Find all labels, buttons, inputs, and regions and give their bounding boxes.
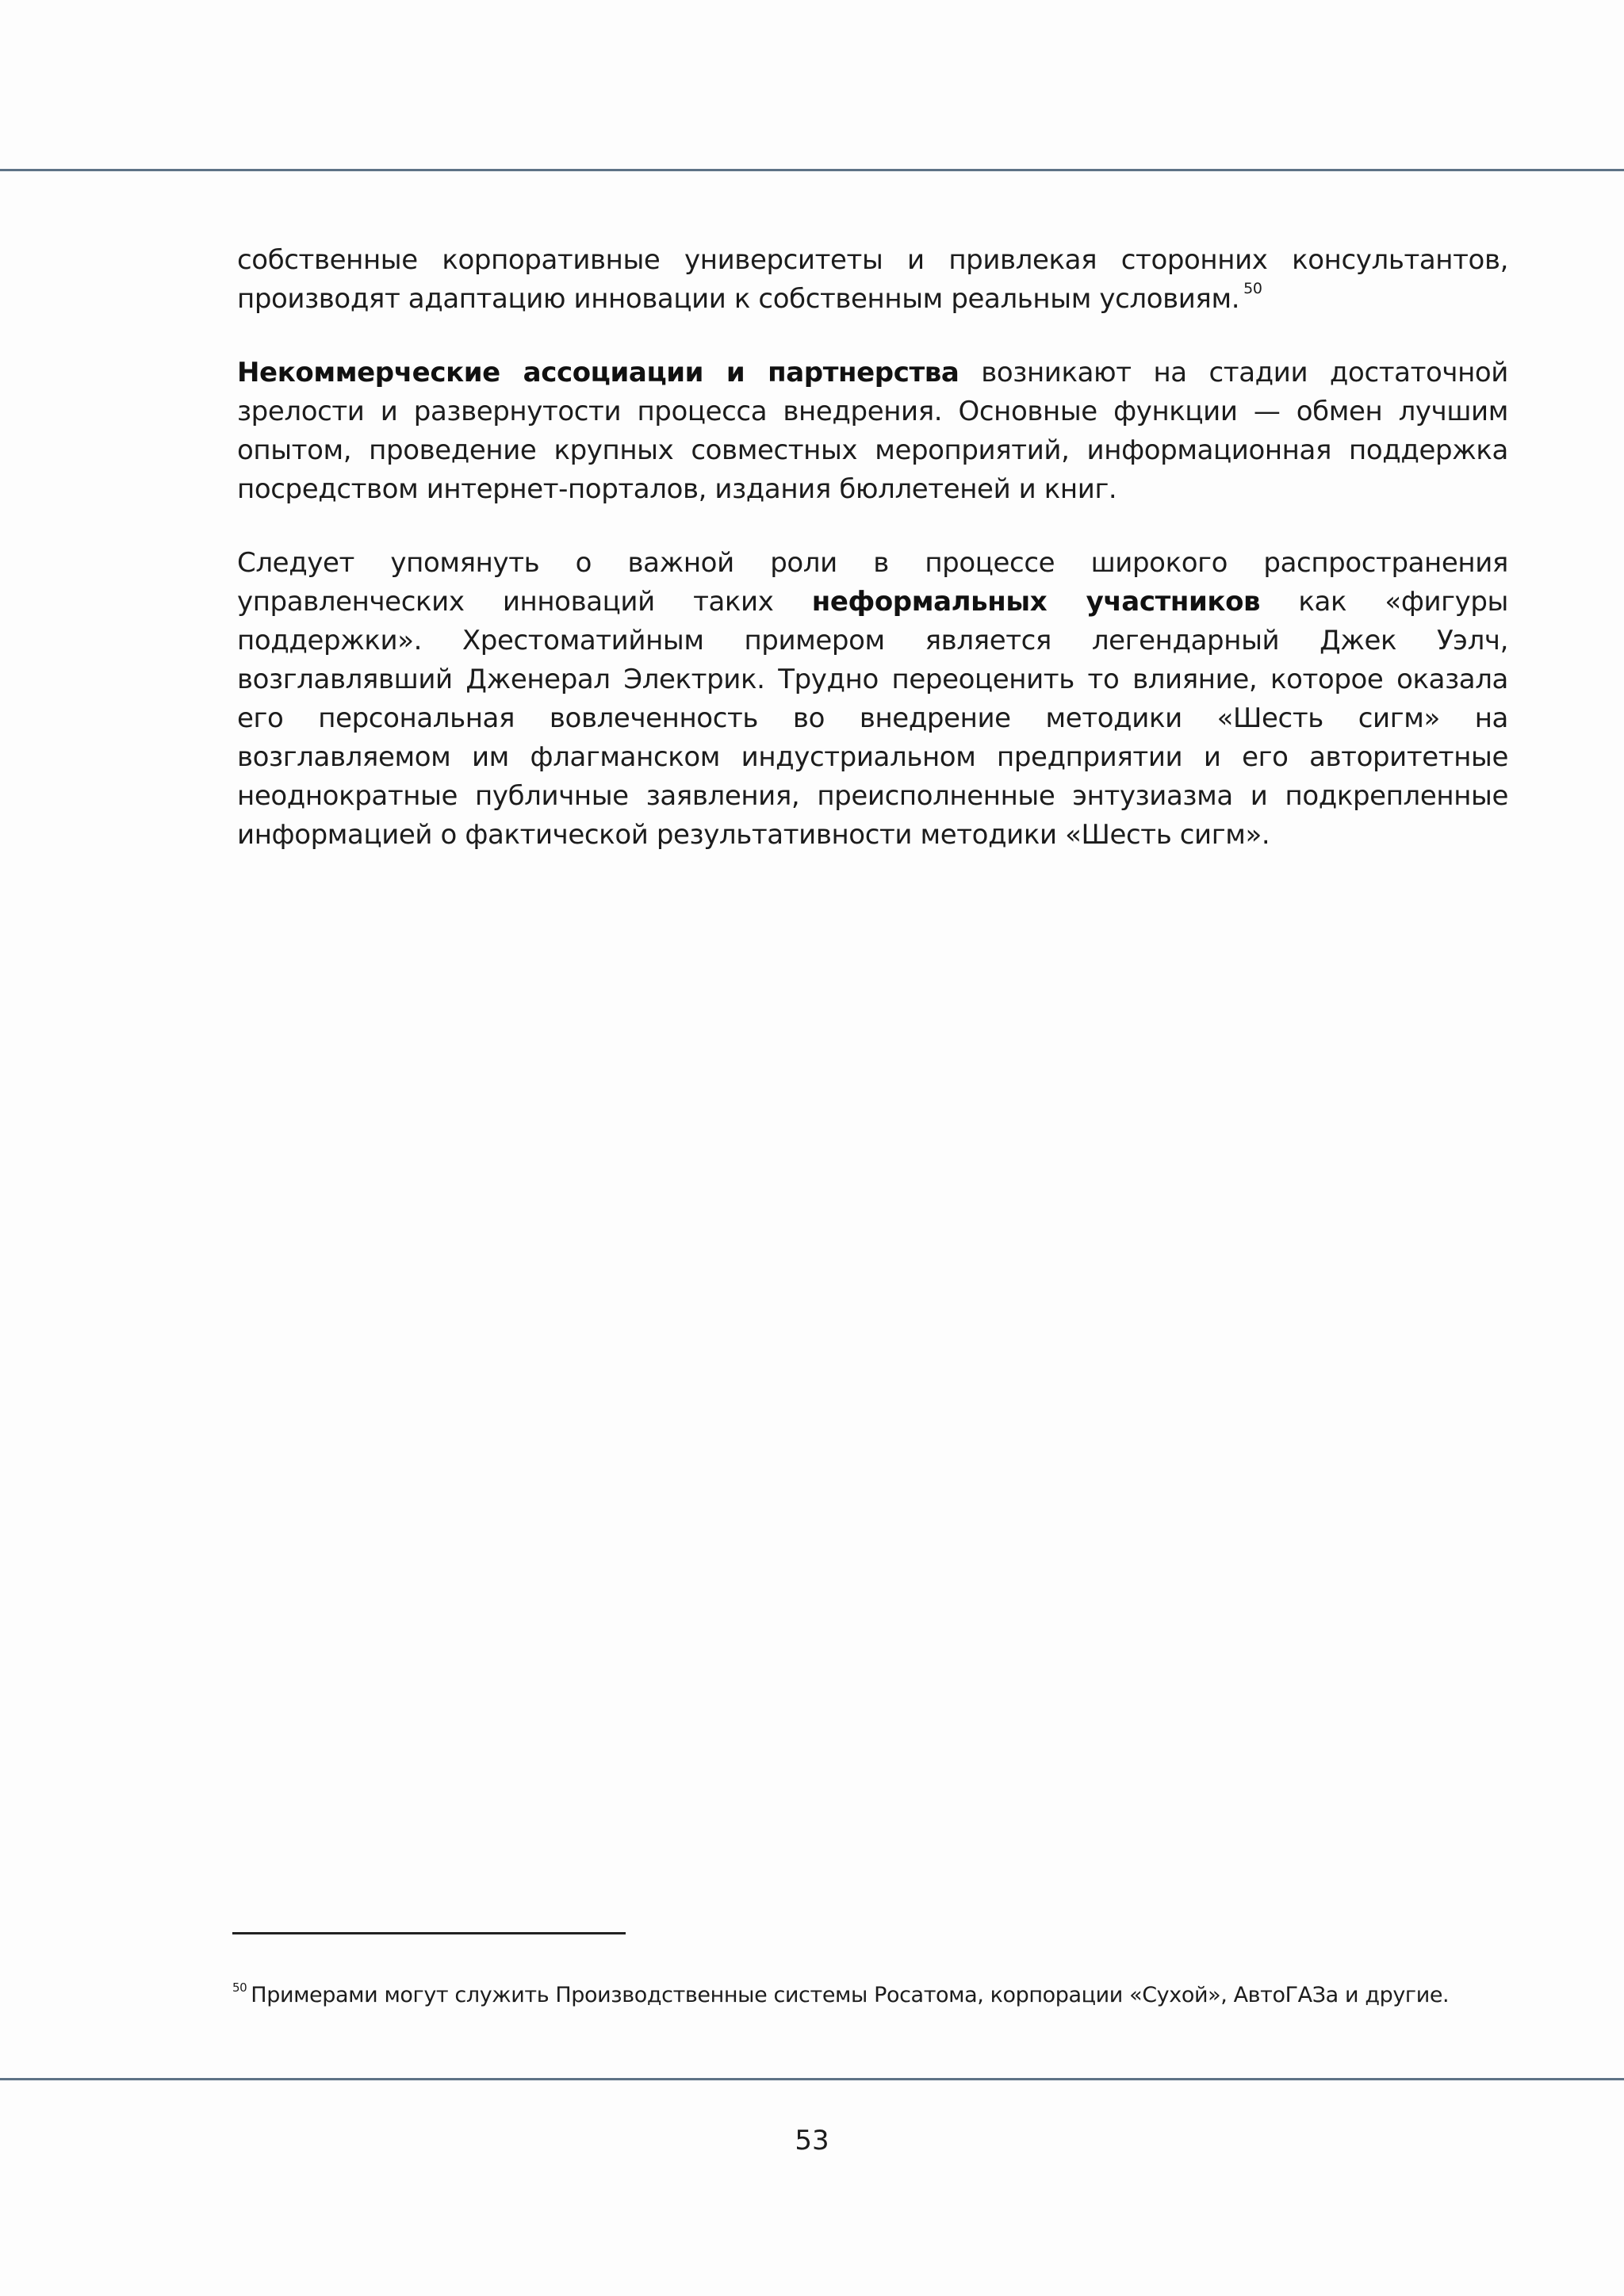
page-number: 53 (795, 2125, 829, 2156)
footnote-reference[interactable]: 50 (1243, 280, 1262, 297)
term-informal-participants: неформальных участников (811, 586, 1261, 618)
footer-rule (0, 2078, 1624, 2080)
paragraph-text: возникают на стадии достаточной зрелости и развернутости процесса внедрения. Основные функции — обмен лучшим опытом, проведение крупных совместных мероприятий, информационная поддержка посредством интернет-порталов, издания бюллетеней и книг. (237, 357, 1508, 505)
footnote-separator (232, 1932, 626, 1934)
paragraph-intro: Следует упомянуть о важной роли в процессе широкого распространения управленческих инноваций таких (237, 547, 1508, 618)
footnote-number: 50 (232, 1980, 247, 1995)
header-rule (0, 169, 1624, 171)
paragraph-associations (237, 354, 1508, 509)
page-body (237, 241, 1508, 890)
paragraph-text: собственные корпоративные университеты и привлекая сторонних консультантов, производят адаптацию инновации к собственным реальным условиям. (237, 244, 1508, 315)
paragraph-continuation (237, 241, 1508, 319)
paragraph-informal-participants (237, 544, 1508, 855)
term-associations: Некоммерческие ассоциации и партнерства (237, 357, 959, 388)
footnote (232, 1980, 1509, 2011)
paragraph-text: как «фигуры поддержки». Хрестоматийным примером является легендарный Джек Уэлч, возглавлявший Дженерал Электрик. Трудно переоценить то влияние, которое оказала его персональная вовлеченность во внедрение методики «Шесть сигм» на возглавляемом им флагманском индустриальном предприятии и его авторитетные неоднократные публичные заявления, преисполненные энтузиазма и подкрепленные информацией о фактической результативности методики «Шесть сигм». (237, 586, 1508, 851)
footnote-text: Примерами могут служить Производственные системы Росатома, корпорации «Сухой», АвтоГАЗа и другие. (251, 1983, 1450, 2007)
